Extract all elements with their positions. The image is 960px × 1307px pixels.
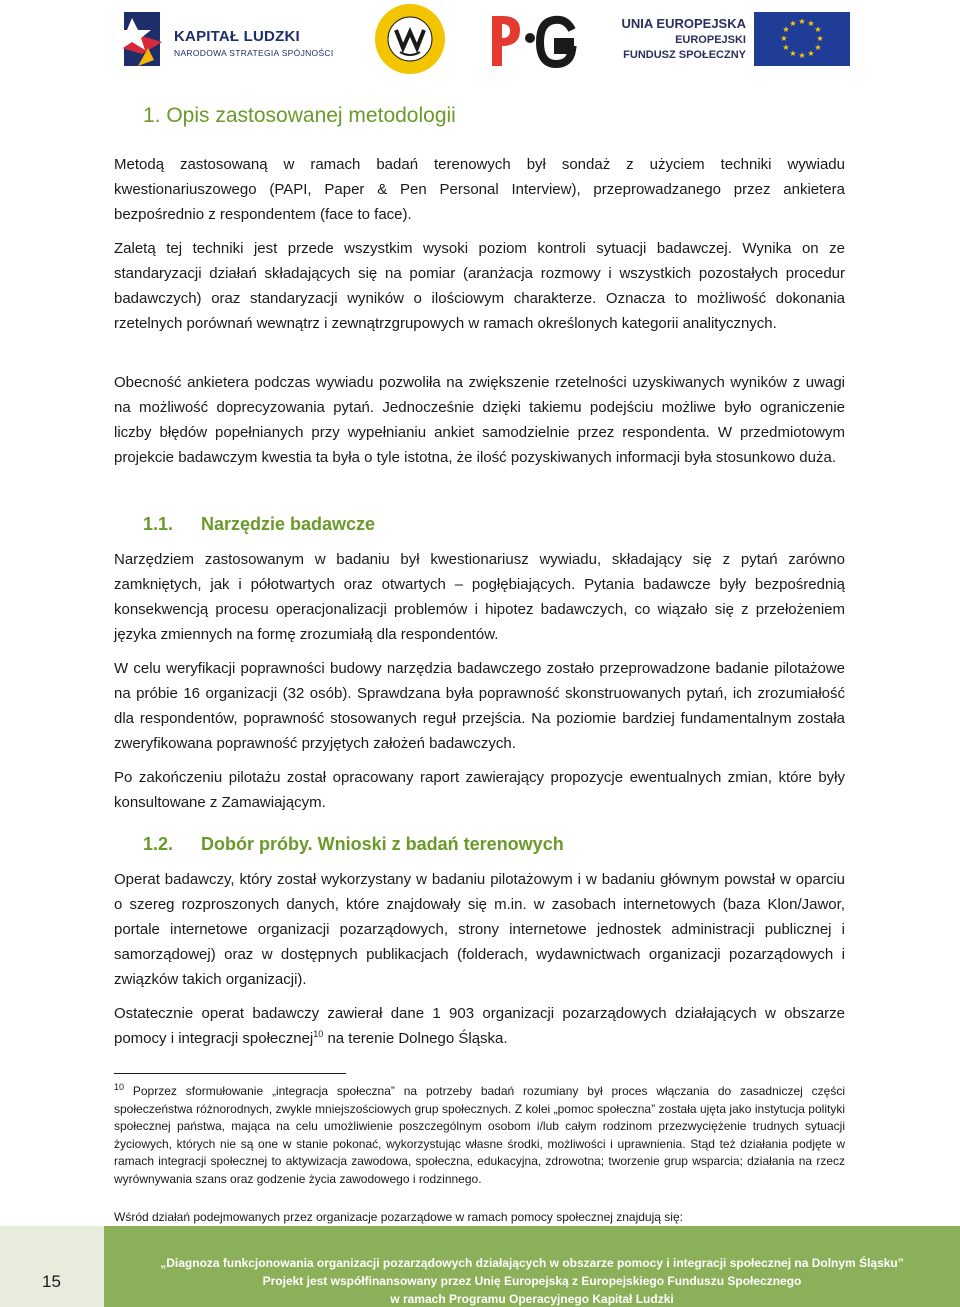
svg-text:★: ★ (798, 51, 806, 60)
eu-logo-line2: EUROPEJSKI (675, 34, 746, 46)
svg-text:★: ★ (782, 25, 790, 34)
paragraph-advantages: Zaletą tej techniki jest przede wszystkim wysoki poziom kontroli sytuacji badawczej. Wynika on ze standaryzacji działań składających się na pomiar (aranżacja rozmowy i wszystkich pozostałych procedur badawczych) oraz standaryzacji wyników o ilościowym charakterze. Oznacza to możliwość dokonania rzetelnych porównań wewnątrz i zewnątrzgrupowych w ramach określonych kategorii analitycznych. (114, 240, 845, 332)
footnote-text (114, 1083, 845, 1189)
subsection-sample-title: Dobór próby. Wnioski z badań terenowych (201, 834, 564, 854)
final-frame-text-end: na terenie Dolnego Śląska. (323, 1030, 508, 1047)
footer-cofinancing: Projekt jest współfinansowany przez Unię Europejską z Europejskiego Funduszu Społecznego (262, 1274, 802, 1288)
footnote-continuation: Wśród działań podejmowanych przez organizacje pozarządowe w ramach pomocy społecznej znajdują się: (114, 1210, 683, 1224)
svg-text:★: ★ (814, 25, 822, 34)
kapital-ludzki-subtitle: NARODOWA STRATEGIA SPÓJNOŚCI (174, 48, 334, 58)
footnote-body: Poprzez sformułowanie „integracja społeczna” na potrzeby badań rozumiany był proces włączania do zasadniczej części społeczeństwa różnorodnych, zwykle mniejszościowych grup społecznych. Z kolei „pomoc społeczna” została ujęta jako instytucja polityki społecznej państwa, mająca na celu umożliwienie poszczególnym osobom i/lub całym rodzinom przezwyciężenie trudnych sytuacji życiowych, których nie są one w stanie pokonać, wykorzystując własne środki, możliwości i uprawnienia. Stąd też działania podjęte w ramach integracji społecznej to aktywizacja zawodowa, społeczna, edukacyjna, zdrowotna; tworzenie grup wsparcia; działania na rzecz wyrównywania szans oraz godzenie życia zawodowego i rodzinnego. (114, 1084, 845, 1186)
eu-logo-line1: UNIA EUROPEJSKA (621, 16, 746, 31)
subsection-tool-heading (143, 514, 375, 535)
svg-text:★: ★ (789, 49, 797, 58)
footnote-mark: 10 (114, 1082, 125, 1092)
subsection-sample-number: 1.2. (143, 834, 174, 854)
paragraph-report: Po zakończeniu pilotażu został opracowany raport zawierający propozycje ewentualnych zmian, które były konsultowane z Zamawiającym. (114, 769, 845, 811)
svg-text:★: ★ (807, 49, 815, 58)
footnote-reference[interactable]: 10 (313, 1029, 324, 1039)
pig-logo (486, 10, 578, 70)
svg-text:★: ★ (780, 34, 788, 43)
subsection-tool-title: Narzędzie badawcze (201, 514, 376, 534)
subsection-tool-number: 1.1. (143, 514, 174, 534)
final-frame-text: Ostatecznie operat badawczy zawierał dane 1 903 organizacji pozarządowych działających w obszarze pomocy i integracji społecznej (114, 1005, 845, 1047)
footnote-separator (114, 1073, 346, 1074)
svg-text:★: ★ (798, 17, 806, 26)
paragraph-tool: Narzędziem zastosowanym w badaniu był kwestionariusz wywiadu, składający się z pytań zarówno zamkniętych, jak i półotwartych oraz otwartych – pogłębiających. Pytania badawcze były bezpośrednią konsekwencją procesu operacjonalizacji problemów i hipotez badawczych, co wiązało się z przełożeniem języka zmiennych na formę zrozumiałą dla respondentów. (114, 551, 845, 643)
paragraph-final-frame (114, 1001, 845, 1051)
footer-project-title: „Diagnoza funkcjonowania organizacji pozarządowych działających w obszarze pomocy i integracji społecznej na Dolnym Śląsku” (160, 1256, 904, 1270)
ops-seal-logo (370, 2, 450, 76)
kapital-ludzki-logo (118, 8, 334, 70)
subsection-sample-heading (143, 834, 564, 855)
paragraph-frame: Operat badawczy, który został wykorzystany w badaniu pilotażowym i w badaniu głównym powstał w oparciu o szereg rozproszonych danych, które znajdowały się m.in. w zasobach internetowych (baza Klon/Jawor, portale internetowe organizacji pozarządowych, strony internetowe jednostek administracji publicznej i samorządowej) oraz w dostępnych publikacjach (folderach, wydawnictwach organizacji pozarządowych i związków takich organizacji). (114, 871, 845, 988)
svg-text:★: ★ (816, 34, 824, 43)
svg-text:★: ★ (782, 43, 790, 52)
eu-logo-line3: FUNDUSZ SPOŁECZNY (623, 49, 746, 61)
paragraph-interviewer: Obecność ankietera podczas wywiadu pozwoliła na zwiększenie rzetelności uzyskiwanych wyników z uwagi na możliwość doprecyzowania pytań. Jednocześnie dzięki takiemu podejściu możliwe było ograniczenie liczby błędów popełnianych przy wypełnianiu ankiet samodzielnie przez respondenta. W przedmiotowym projekcie badawczym kwestia ta była o tyle istotna, że ilość pozyskiwanych informacji była stosunkowo duża. (114, 374, 845, 466)
kapital-ludzki-emblem-icon (118, 8, 178, 70)
svg-text:★: ★ (807, 19, 815, 28)
section-title: 1. Opis zastosowanej metodologii (143, 104, 456, 127)
svg-text:★: ★ (789, 19, 797, 28)
eu-flag-icon (754, 12, 850, 66)
page-number: 15 (42, 1272, 61, 1291)
kapital-ludzki-title: KAPITAŁ LUDZKI (174, 28, 300, 45)
footer-programme: w ramach Programu Operacyjnego Kapitał Ludzki (390, 1292, 674, 1306)
paragraph-pilot: W celu weryfikacji poprawności budowy narzędzia badawczego zostało przeprowadzone badanie pilotażowe na próbie 16 organizacji (32 osób). Sprawdzana była poprawność skonstruowanych pytań, ich zrozumiałość dla respondentów, poprawność stosowanych reguł przejścia. Na poziomie bardziej fundamentalnym została zweryfikowana poprawność przyjętych założeń badawczych. (114, 660, 845, 752)
paragraph-method: Metodą zastosowaną w ramach badań terenowych był sondaż z użyciem techniki wywiadu kwestionariuszowego (PAPI, Paper & Pen Personal Interview), przeprowadzanego przez ankietera bezpośrednio z respondentem (face to face). (114, 156, 845, 223)
page-header (0, 0, 960, 80)
page-number-box (0, 1226, 104, 1307)
svg-text:★: ★ (814, 43, 822, 52)
eu-logo (621, 12, 850, 68)
